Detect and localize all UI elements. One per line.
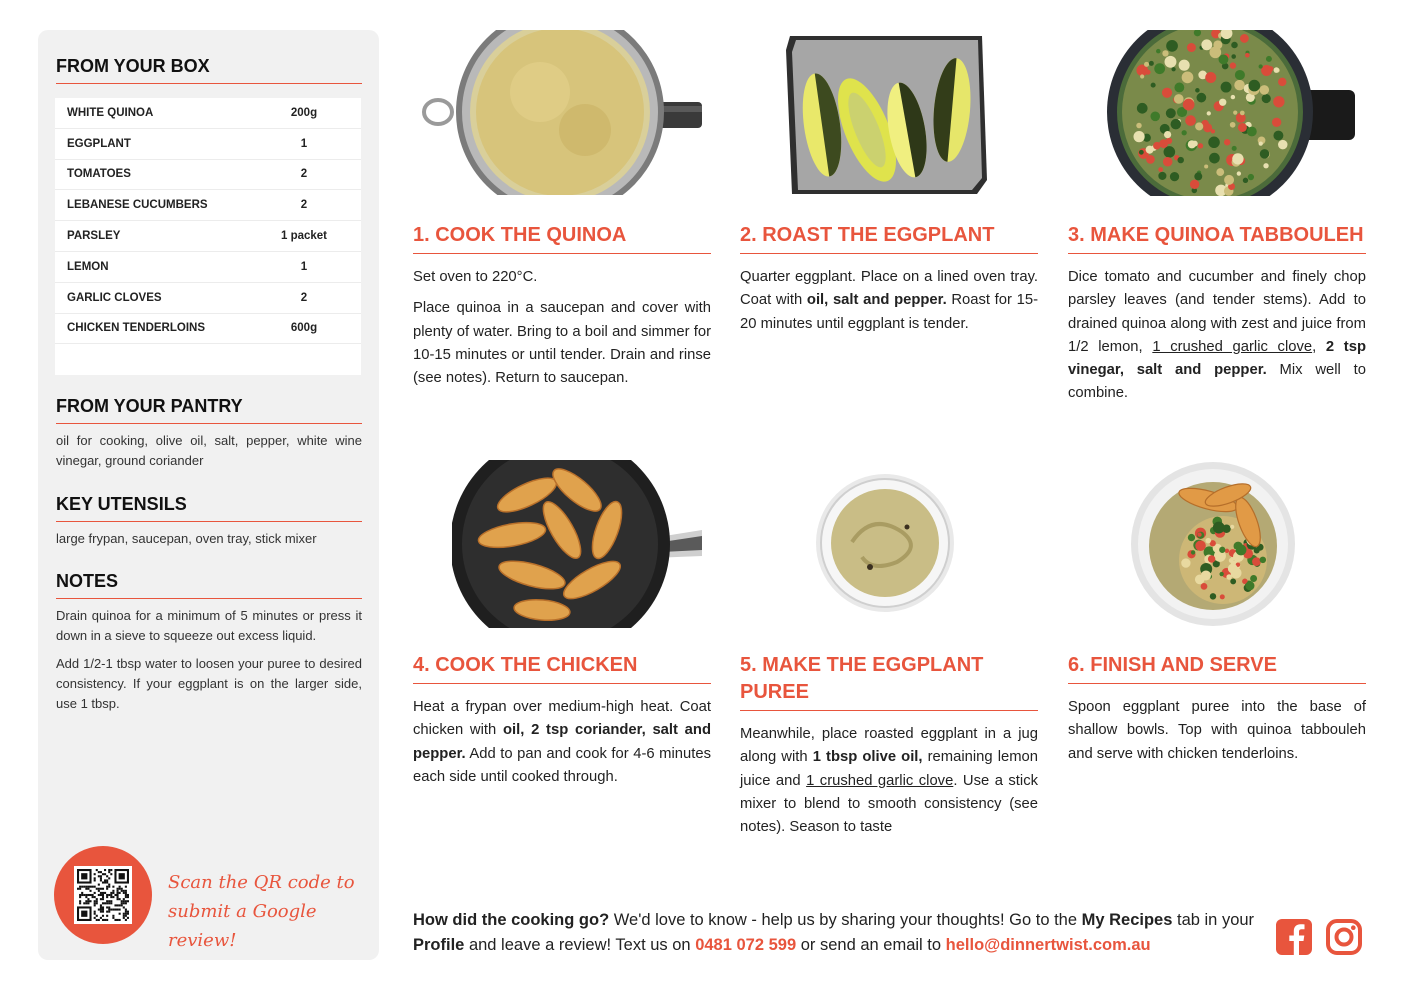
step-2-body xyxy=(740,266,1038,344)
text-run: Spoon eggplant puree into the base of shallow bowls. Top with quinoa tabbouleh and serve with chicken tenderloins. xyxy=(1068,699,1366,762)
step-5-title: 5. MAKE THE EGGPLANT PUREE xyxy=(740,652,1038,711)
box-item-qty: 200g xyxy=(290,106,318,119)
text-run: , xyxy=(1312,338,1326,355)
box-item-row xyxy=(55,190,361,221)
bold-text: oil, 2 tsp coriander, salt and pepper. xyxy=(413,722,711,762)
tabbouleh-pan-photo xyxy=(1105,30,1360,200)
step-3-title: 3. MAKE QUINOA TABBOULEH xyxy=(1068,222,1366,254)
qr-code[interactable] xyxy=(74,866,132,924)
box-item-row xyxy=(55,129,361,160)
box-item-name: WHITE QUINOA xyxy=(67,106,154,119)
step-paragraph xyxy=(740,266,1038,336)
chicken-frypan-photo xyxy=(452,460,704,628)
box-item-qty: 600g xyxy=(290,322,318,335)
footer-question: How did the cooking go? xyxy=(413,911,610,929)
box-item-row xyxy=(55,283,361,314)
from-your-box-heading: FROM YOUR BOX xyxy=(56,56,362,84)
step-6-title: 6. FINISH AND SERVE xyxy=(1068,652,1366,684)
pantry-text: oil for cooking, olive oil, salt, pepper, white wine vinegar, ground coriander xyxy=(56,433,362,468)
finished-dish-photo xyxy=(1128,460,1298,628)
box-item-row xyxy=(55,98,361,129)
note-2: Add 1/2-1 tbsp water to loosen your puree to desired consistency. If your eggplant is on the larger side, use 1 tbsp. xyxy=(56,656,362,711)
step-1-title: 1. COOK THE QUINOA xyxy=(413,222,711,254)
box-item-row xyxy=(55,221,361,252)
step-1-body xyxy=(413,266,711,398)
eggplant-tray-photo xyxy=(782,30,992,200)
my-recipes-label: My Recipes xyxy=(1081,911,1173,929)
box-item-qty: 2 xyxy=(300,291,308,304)
bold-text: 2 tsp vinegar, salt and pepper. xyxy=(1068,338,1366,379)
box-item-qty: 1 xyxy=(300,260,308,273)
box-ingredients-table xyxy=(55,98,361,375)
bold-text: oil, salt and pepper. xyxy=(806,292,947,309)
step-paragraph xyxy=(413,266,711,289)
text-run: Mix well to combine. xyxy=(1068,362,1366,402)
box-item-name: EGGPLANT xyxy=(67,137,131,150)
box-item-row xyxy=(55,160,361,191)
step-paragraph xyxy=(413,696,711,789)
qr-badge xyxy=(54,846,152,944)
bold-text: 1 tbsp olive oil, xyxy=(812,749,923,766)
text-run: Meanwhile, place roasted eggplant in a jug along with xyxy=(740,726,1038,766)
box-item-name: PARSLEY xyxy=(67,230,121,243)
qr-caption xyxy=(168,868,368,955)
box-item-qty: 1 packet xyxy=(280,230,328,243)
box-item-row xyxy=(55,314,361,345)
step-4-title: 4. COOK THE CHICKEN xyxy=(413,652,711,684)
footer-text-4: or send an email to xyxy=(796,936,946,954)
footer-text-1: We'd love to know - help us by sharing your thoughts! Go to the xyxy=(609,911,1082,929)
text-run: Dice tomato and cucumber and finely chop parsley leaves (and tender stems). Add to drained quinoa along with zest and juice from 1/2 lemon, xyxy=(1068,269,1366,355)
text-run: . Use a stick mixer to blend to smooth consistency (see notes). Season to taste xyxy=(740,772,1039,836)
step-paragraph xyxy=(1068,266,1366,406)
step-3-body xyxy=(1068,266,1366,414)
text-run: Roast for 15-20 minutes until eggplant is tender. xyxy=(740,292,1038,332)
step-6-body xyxy=(1068,696,1366,774)
box-item-name: CHICKEN TENDERLOINS xyxy=(67,322,206,335)
note-1: Drain quinoa for a minimum of 5 minutes or press it down in a sieve to squeeze out excess liquid. xyxy=(56,608,362,643)
text-run: Add to pan and cook for 4-6 minutes each side until cooked through. xyxy=(413,745,711,785)
notes-heading: NOTES xyxy=(56,571,362,599)
step-paragraph xyxy=(740,723,1038,839)
box-item-name: GARLIC CLOVES xyxy=(67,291,162,304)
underlined-text: 1 crushed garlic clove xyxy=(806,772,954,789)
text-run: Set oven to 220°C. xyxy=(413,269,538,285)
text-run: Place quinoa in a saucepan and cover with plenty of water. Bring to a boil and simmer for 10-15 minutes or until tender. Drain and rinse (see notes). Return to saucepan. xyxy=(413,300,711,387)
pantry-heading: FROM YOUR PANTRY xyxy=(56,396,362,424)
step-5-body xyxy=(740,723,1038,847)
feedback-footer xyxy=(413,908,1263,958)
footer-text-2: tab in your xyxy=(1172,911,1255,929)
email-link[interactable]: hello@dinnertwist.com.au xyxy=(945,936,1151,954)
footer-text-3: and leave a review! Text us on xyxy=(464,936,696,954)
facebook-icon[interactable] xyxy=(1275,918,1313,956)
box-item-qty: 2 xyxy=(300,168,308,181)
text-run: remaining lemon juice and xyxy=(740,749,1038,789)
underlined-text: 1 crushed garlic clove xyxy=(1152,338,1313,355)
profile-label: Profile xyxy=(413,936,465,954)
instagram-icon[interactable] xyxy=(1325,918,1363,956)
quinoa-saucepan-photo xyxy=(420,30,705,200)
qr-caption-line-2: submit a Google review! xyxy=(168,901,317,951)
box-item-qty: 2 xyxy=(300,199,308,212)
text-run: Quarter eggplant. Place on a lined oven tray. Coat with xyxy=(740,269,1038,309)
box-item-row xyxy=(55,252,361,283)
step-4-body xyxy=(413,696,711,797)
utensils-heading: KEY UTENSILS xyxy=(56,494,362,522)
qr-caption-line-1: Scan the QR code to xyxy=(168,872,355,893)
step-paragraph xyxy=(1068,696,1366,766)
utensils-text: large frypan, saucepan, oven tray, stick mixer xyxy=(56,531,317,546)
step-paragraph xyxy=(413,297,711,390)
step-2-title: 2. ROAST THE EGGPLANT xyxy=(740,222,1038,254)
qr-code-icon xyxy=(77,869,129,921)
text-run: Heat a frypan over medium-high heat. Coat chicken with xyxy=(413,699,711,739)
box-item-name: LEMON xyxy=(67,260,109,273)
box-item-name: TOMATOES xyxy=(67,168,131,181)
sidebar xyxy=(38,30,379,960)
box-item-name: LEBANESE CUCUMBERS xyxy=(67,199,208,212)
phone-number-link[interactable]: 0481 072 599 xyxy=(695,936,797,954)
box-item-qty: 1 xyxy=(300,137,308,150)
eggplant-puree-photo xyxy=(812,472,958,614)
